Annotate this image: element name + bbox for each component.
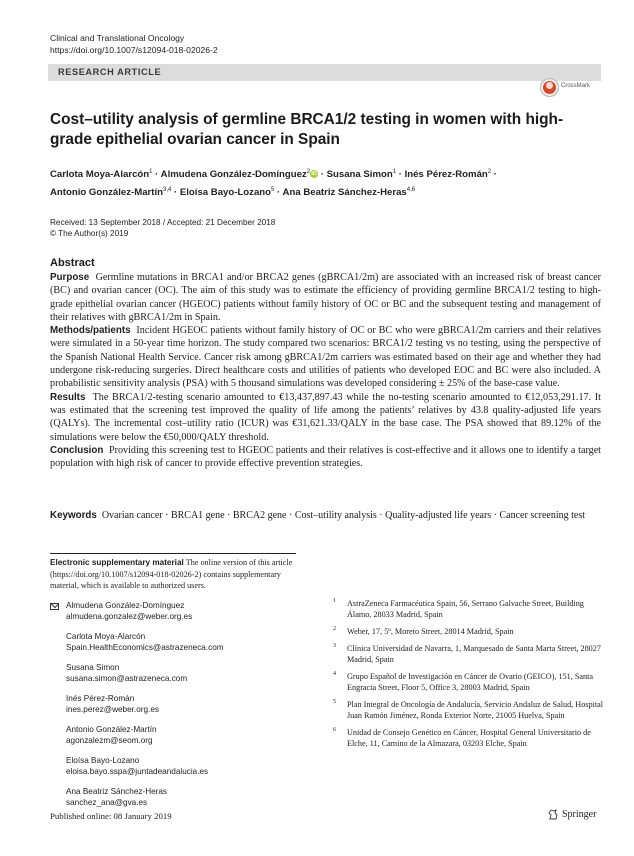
abstract-results: Results The BRCA1/2-testing scenario amounted to €13,437,897.43 while the no-testing scenario amounted to €12,053,291.17. It was estimated that the screening test improved the quality of life among the patients’ relatives by 43.8 quality-adjusted life years (QALYs). The incremental cost–utility ratio (ICUR) was €31,621.33/QALY in the base case. The PSA showed that 89.12% of the simulations were below the €50,000/QALY threshold. bbox=[50, 391, 601, 443]
email-link[interactable]: ines.perez@weber.org.es bbox=[66, 705, 159, 714]
article-title: Cost–utility analysis of germline BRCA1/2 testing in women with high-grade epithelial ovarian cancer in Spain bbox=[50, 111, 564, 148]
correspondence-entry: Carlota Moya-Alarcón Spain.HealthEconomics@astrazeneca.com bbox=[66, 631, 296, 653]
crossmark-badge[interactable] bbox=[540, 78, 600, 98]
author[interactable]: Ana Beatriz Sánchez-Heras$^{4,6}$ bbox=[282, 186, 416, 198]
divider bbox=[50, 553, 296, 554]
author[interactable]: Antonio González-Martín$^{3,4}$ bbox=[50, 186, 172, 198]
keywords-text: Ovarian cancer · BRCA1 gene · BRCA2 gene · Cost–utility analysis · Quality-adjusted life years · Cancer screening test bbox=[101, 510, 586, 521]
abstract-methods: Methods/patients Incident HGEOC patients without family history of OC or BC who were gBRCA1/2m carriers and their relatives were simulated in a 50-year time horizon. The study compared two scenarios: BRCA1/2 testing vs no testing, using the perspective of the Spanish National Health Service. Cancer risk among gBRCA1/2m carriers was estimated based on their age and whether they had undergone risk-reducing surgeries. Direct healthcare costs and utilities of patients who developed EOC and BC were also included. A probabilistic sensitivity analysis (PSA) with 5 thousand simulations was developed considering ± 25% of the base-case value. bbox=[50, 325, 601, 390]
author-list: Carlota Moya-Alarcón$^1$ · Almudena González-Domínguez$^2$iD · Susana Simon$^1$ · Inés Pérez-Román$^2$ · Antonio González-Martín$^{3,4}$ · Eloísa Bayo-Lozano$^5$ · Ana Beatriz Sánchez-Heras$^{4,6}$ bbox=[50, 169, 497, 198]
affiliation: 1 AstraZeneca Farmacéutica Spain, 56, Serrano Galvache Street, Building Álamo, 28033 Madrid, Spain bbox=[333, 598, 584, 619]
affiliation: 2 Weber, 17, 5º, Moreto Street, 28014 Madrid, Spain bbox=[333, 626, 514, 636]
correspondence-entry: Susana Simon susana.simon@astrazeneca.com bbox=[66, 662, 296, 684]
email-link[interactable]: sanchez_ana@gva.es bbox=[66, 798, 148, 807]
abstract-conclusion: Conclusion Providing this screening test to HGEOC patients and their relatives is cost-effective and it allows one to identify a target population with high risk of cancer to provide effective prevention strategies. bbox=[50, 444, 601, 470]
affiliation-list bbox=[333, 598, 605, 755]
article-dates bbox=[50, 217, 275, 239]
correspondence-list bbox=[66, 600, 296, 817]
correspondence-entry: Inés Pérez-Román ines.perez@weber.org.es bbox=[66, 693, 296, 715]
correspondence-entry: Antonio González-Martín agonzalezm@seom.org bbox=[66, 724, 296, 746]
journal-name: Clinical and Translational Oncology bbox=[50, 33, 185, 43]
orcid-icon[interactable]: iD bbox=[311, 171, 317, 178]
crossmark-icon bbox=[540, 78, 559, 97]
keywords bbox=[50, 509, 601, 523]
abstract-heading: Abstract bbox=[50, 257, 95, 269]
affiliation: 3 Clínica Universidad de Navarra, 1, Marquesado de Santa Marta Street, 28027 Madrid, Spain bbox=[333, 643, 601, 664]
author[interactable]: Almudena González-Domínguez$^2$ bbox=[160, 169, 311, 181]
affiliation: 5 Plan Integral de Oncología de Andalucía, Servicio Andaluz de Salud, Hospital Juan Ramón Jiménez, Ronda Exterior Norte, 21005 Huelva, Spain bbox=[333, 699, 604, 720]
esm-label: Electronic supplementary material bbox=[50, 558, 184, 567]
copyright: © The Author(s) 2019 bbox=[50, 229, 129, 238]
email-link[interactable]: eloisa.bayo.sspa@juntadeandalucia.es bbox=[66, 767, 209, 776]
envelope-icon bbox=[50, 603, 59, 610]
author[interactable]: Susana Simon$^1$ bbox=[326, 169, 397, 181]
email-link[interactable]: Spain.HealthEconomics@astrazeneca.com bbox=[66, 643, 224, 652]
email-link[interactable]: susana.simon@astrazeneca.com bbox=[66, 674, 188, 683]
email-link[interactable]: almudena.gonzalez@weber.org.es bbox=[66, 612, 193, 621]
author[interactable]: Inés Pérez-Román$^2$ bbox=[404, 169, 492, 181]
doi-link[interactable]: https://doi.org/10.1007/s12094-018-02026-2 bbox=[50, 45, 218, 55]
abstract-body bbox=[50, 271, 601, 470]
journal-header bbox=[50, 32, 218, 56]
correspondence-entry: Eloísa Bayo-Lozano eloisa.bayo.sspa@juntadeandalucia.es bbox=[66, 755, 296, 777]
correspondence-entry: Almudena González-Domínguez almudena.gonzalez@weber.org.es bbox=[66, 600, 296, 622]
author[interactable]: Carlota Moya-Alarcón$^1$ bbox=[50, 169, 153, 181]
email-link[interactable]: agonzalezm@seom.org bbox=[66, 736, 153, 745]
published-date: Published online: 08 January 2019 bbox=[50, 811, 172, 821]
keywords-label: Keywords bbox=[50, 510, 97, 521]
article-type-label: RESEARCH ARTICLE bbox=[58, 67, 162, 77]
correspondence-entry: Ana Beatriz Sánchez-Heras sanchez_ana@gva.es bbox=[66, 786, 296, 808]
author[interactable]: Eloísa Bayo-Lozano$^5$ bbox=[179, 186, 275, 198]
received-accepted: Received: 13 September 2018 / Accepted: 21 December 2018 bbox=[50, 218, 276, 227]
affiliation: 4 Grupo Español de Investigación en Cáncer de Ovario (GEICO), 151, Santa Engracia Street, Floor 5, Office 3, 28003 Madrid, Spain bbox=[333, 671, 594, 692]
supplementary-note bbox=[50, 557, 295, 592]
affiliation: 6 Unidad de Consejo Genético en Cáncer, Hospital General Universitario de Elche, 11, Camino de la Almazara, 03203 Elche, Spain bbox=[333, 727, 591, 748]
crossmark-label: CrossMark bbox=[561, 83, 591, 89]
publisher-name: Springer bbox=[562, 809, 597, 820]
esm-text: The online version of this article (https://doi.org/10.1007/s12094-018-02026-2) contains supplementary material, which is available to authorized users. bbox=[50, 558, 293, 590]
springer-horse-icon bbox=[548, 809, 558, 820]
abstract-purpose: Purpose Germline mutations in BRCA1 and/or BRCA2 genes (gBRCA1/2m) are associated with an increased risk of breast cancer (BC) and ovarian cancer (OC). The aim of this study was to estimate the efficiency of providing germline BRCA1/2 testing to high-grade epithelial ovarian cancer (HGEOC) patients without family history of OC or BC and the subsequent testing and management of their relatives with gBRCA1/2m in Spain. bbox=[50, 272, 602, 323]
publisher-logo bbox=[548, 808, 608, 822]
